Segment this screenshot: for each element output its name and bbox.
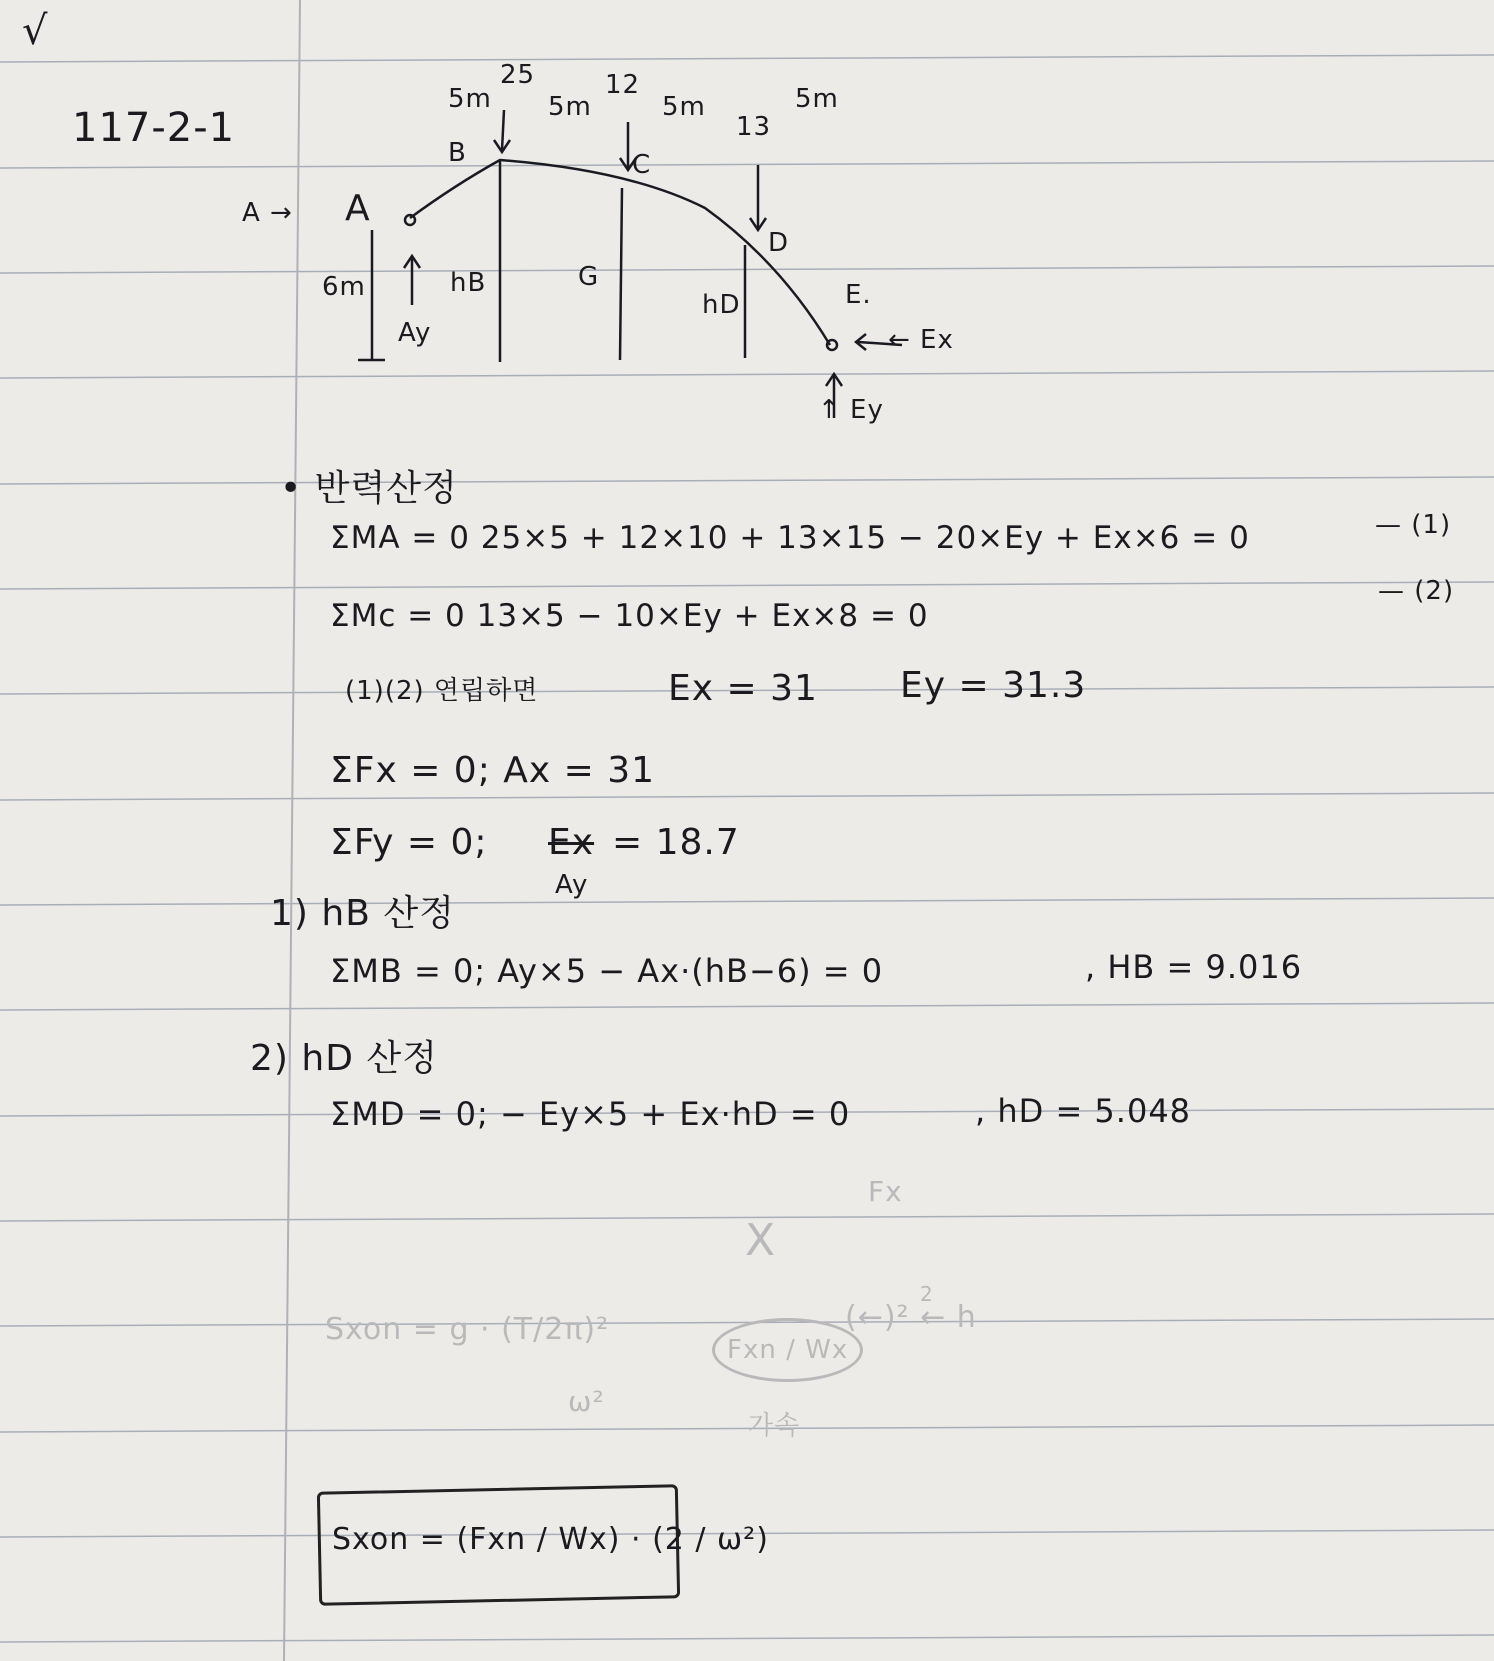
load-label-13: 13 (736, 112, 772, 142)
step1-result: , HB = 9.016 (1085, 948, 1303, 986)
equation-tag-1: — (1) (1375, 510, 1452, 540)
horizontal-force-a: A → (242, 198, 293, 228)
faded-fx-label: Fx (868, 1175, 903, 1208)
result-ex: Ex = 31 (668, 668, 818, 709)
section-heading-reaction: • 반력산정 (280, 468, 458, 509)
check-mark: √ (22, 8, 49, 54)
span-label-4: 5m (795, 84, 839, 114)
step1-equation: ΣMB = 0; Ay×5 − Ax·(hB−6) = 0 (330, 952, 884, 990)
problem-number: 117-2-1 (72, 105, 236, 151)
reaction-label-ex: ← Ex (888, 325, 954, 355)
load-label-25: 25 (500, 60, 536, 90)
step1-title: 1) hB 산정 (270, 893, 455, 934)
height-label-6m: 6m (322, 272, 366, 302)
step2-title: 2) hD 산정 (250, 1038, 438, 1079)
hinge-label-g: G (578, 262, 600, 292)
load-label-12: 12 (605, 70, 641, 100)
height-label-hd: hD (702, 290, 741, 320)
span-label-1: 5m (448, 84, 492, 114)
point-label-c: C (632, 150, 652, 180)
faded-circled-ratio: Fxn / Wx (712, 1318, 863, 1382)
faded-formula-right: (←)² ← h (845, 1300, 977, 1335)
height-label-hb: hB (450, 268, 487, 298)
correction-ay: Ay (555, 870, 589, 900)
faded-acceleration-note: 가속 (748, 1411, 801, 1441)
faded-omega: ω² (568, 1385, 605, 1418)
reaction-label-ey: ↑ Ey (818, 395, 884, 425)
equation-sum-ma: ΣMA = 0 25×5 + 12×10 + 13×15 − 20×Ey + Ex×6 = 0 (330, 520, 1250, 556)
faded-formula-left: Sxon = g · (T/2π)² (325, 1312, 610, 1347)
simultaneous-label: (1)(2) 연립하면 (345, 676, 539, 706)
reaction-label-ay: Ay (398, 318, 432, 348)
point-label-a: A (345, 188, 371, 229)
step2-equation: ΣMD = 0; − Ey×5 + Ex·hD = 0 (330, 1095, 851, 1133)
span-label-2: 5m (548, 92, 592, 122)
span-label-3: 5m (662, 92, 706, 122)
equation-sum-mc: ΣMc = 0 13×5 − 10×Ey + Ex×8 = 0 (330, 598, 929, 634)
faded-x-mark: X (745, 1215, 777, 1266)
result-ey: Ey = 31.3 (900, 665, 1087, 706)
step2-result: , hD = 5.048 (975, 1092, 1192, 1130)
struck-ex: Ex (548, 822, 595, 863)
point-label-b: B (448, 138, 467, 168)
point-label-e: E. (845, 280, 872, 310)
equation-tag-2: — (2) (1378, 576, 1455, 606)
boxed-formula: Sxon = (Fxn / Wx) · (2 / ω²) (332, 1522, 769, 1557)
equation-sum-fx: ΣFx = 0; Ax = 31 (330, 750, 656, 791)
equation-sum-fy: ΣFy = 0; (330, 822, 488, 863)
faded-exponent: 2 (920, 1282, 934, 1306)
point-label-d: D (768, 228, 790, 258)
result-ay: = 18.7 (612, 822, 740, 863)
